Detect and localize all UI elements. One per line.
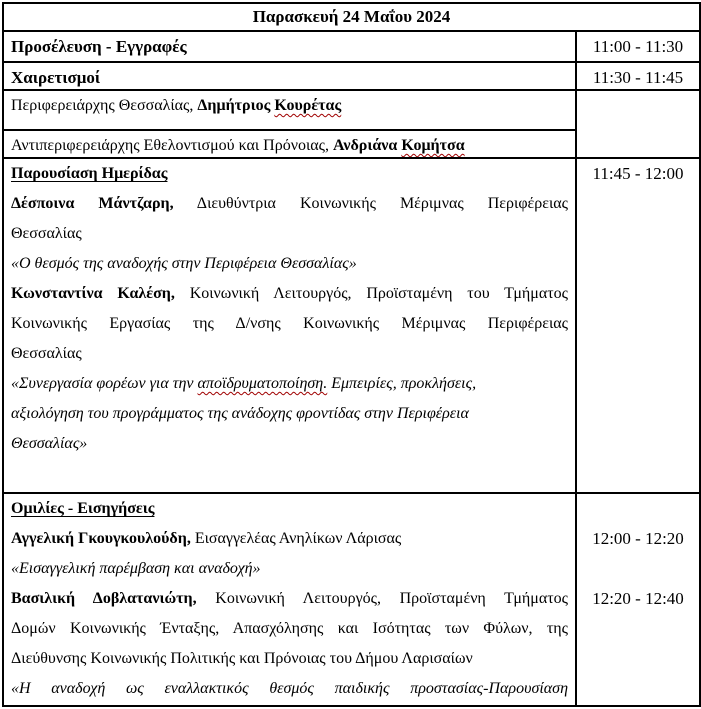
talks-time-spacer-1 [584,494,692,524]
date-header: Παρασκευή 24 Μαΐου 2024 [3,3,700,31]
speaker-kalesi-name: Κωνσταντίνα Καλέση, [11,285,175,302]
row-greetings [3,62,700,90]
row-regional-governor [3,90,700,130]
speaker-kalesi-role: Κοινωνική Λειτουργός, Προϊσταμένη του Τμήματος [174,285,569,302]
officials-time-cell-empty [576,90,700,158]
speaker-dovlatanioti-line2: Δομών Κοινωνικής Ένταξης, Απασχόλησης και Ισότητας των Φύλων, της [11,620,568,637]
speaker-dovlatanioti-line1 [11,584,568,614]
talks-cell [3,493,576,706]
deputy-name: Ανδριάνα [332,137,402,154]
talks-time-cell [576,493,700,706]
speaker-dovlatanioti-role: Κοινωνική Λειτουργός, Προϊσταμένη Τμήματος [196,590,568,607]
deputy-role: Αντιπεριφερειάρχης Εθελοντισμού και Πρόνοιας, [11,137,333,154]
quote2-misspelled-word: αποϊδρυματοποίηση. [197,375,328,392]
quote2-part1: «Συνεργασία φορέων για την [11,375,198,392]
title-row [3,3,700,31]
arrival-time: 11:00 - 11:30 [576,31,700,62]
talks-time-spacer-2 [584,554,692,584]
presentation-heading-line [11,159,568,189]
arrival-label: Προσέλευση - Εγγραφές [3,31,576,62]
talks-quote2-line1: «Η αναδοχή ως εναλλακτικός θεσμός παιδικής προστασίας-Παρουσίαση [11,680,568,697]
deputy-governor-cell [3,130,576,158]
speaker-mantzari-line2: Θεσσαλίας [11,225,82,242]
schedule-table [2,2,701,707]
presentation-quote2-line3: Θεσσαλίας» [11,435,88,452]
greetings-time: 11:30 - 11:45 [576,62,700,90]
talk2-time: 12:20 - 12:40 [592,589,684,608]
row-presentation [3,158,700,493]
talks-heading: Ομιλίες - Εισηγήσεις [11,500,155,517]
presentation-quote2-line1 [11,369,568,399]
talks-heading-line [11,494,568,524]
governor-name: Δημήτριος [197,97,275,114]
regional-governor-cell [3,90,576,130]
quote2-part2: Εμπειρίες, προκλήσεις, [327,375,477,392]
speaker-kalesi-line2: Κοινωνικής Εργασίας της Δ/νσης Κοινωνικής Μέριμνας Περιφέρειας [11,315,568,332]
governor-role: Περιφερειάρχης Θεσσαλίας, [11,97,198,114]
talk1-time: 12:00 - 12:20 [592,529,684,548]
governor-surname: Κουρέτας [274,97,342,114]
speaker-gkougkouloudi-line [11,524,568,554]
presentation-heading: Παρουσίαση Ημερίδας [11,165,168,182]
deputy-surname: Κομήτσα [401,137,465,154]
speaker-mantzari-role: Διευθύντρια Κοινωνικής Μέριμνας Περιφέρειας [173,195,568,212]
speaker-mantzari-line1 [11,189,568,219]
speaker-kalesi-line1 [11,279,568,309]
speaker-dovlatanioti-name: Βασιλική Δοβλατανιώτη, [11,590,197,607]
speaker-gkougkouloudi-role: Εισαγγελέας Ανηλίκων Λάρισας [190,530,402,547]
presentation-quote1: «Ο θεσμός της αναδοχής στην Περιφέρεια Θεσσαλίας» [11,255,357,272]
greetings-label: Χαιρετισμοί [3,62,576,90]
presentation-time: 11:45 - 12:00 [576,158,700,493]
speaker-gkougkouloudi-name: Αγγελική Γκουγκουλούδη, [11,530,191,547]
speaker-kalesi-line3: Θεσσαλίας [11,345,82,362]
presentation-cell [3,158,576,493]
row-arrival [3,31,700,62]
speaker-dovlatanioti-line3: Διεύθυνσης Κοινωνικής Πολιτικής και Πρόνοιας του Δήμου Λαρισαίων [11,650,473,667]
speaker-mantzari-name: Δέσποινα Μάντζαρη, [11,195,174,212]
presentation-quote2-line2: αξιολόγηση του προγράμματος της ανάδοχης φροντίδας στην Περιφέρεια [11,405,469,422]
row-talks [3,493,700,706]
talks-quote1: «Εισαγγελική παρέμβαση και αναδοχή» [11,560,261,577]
